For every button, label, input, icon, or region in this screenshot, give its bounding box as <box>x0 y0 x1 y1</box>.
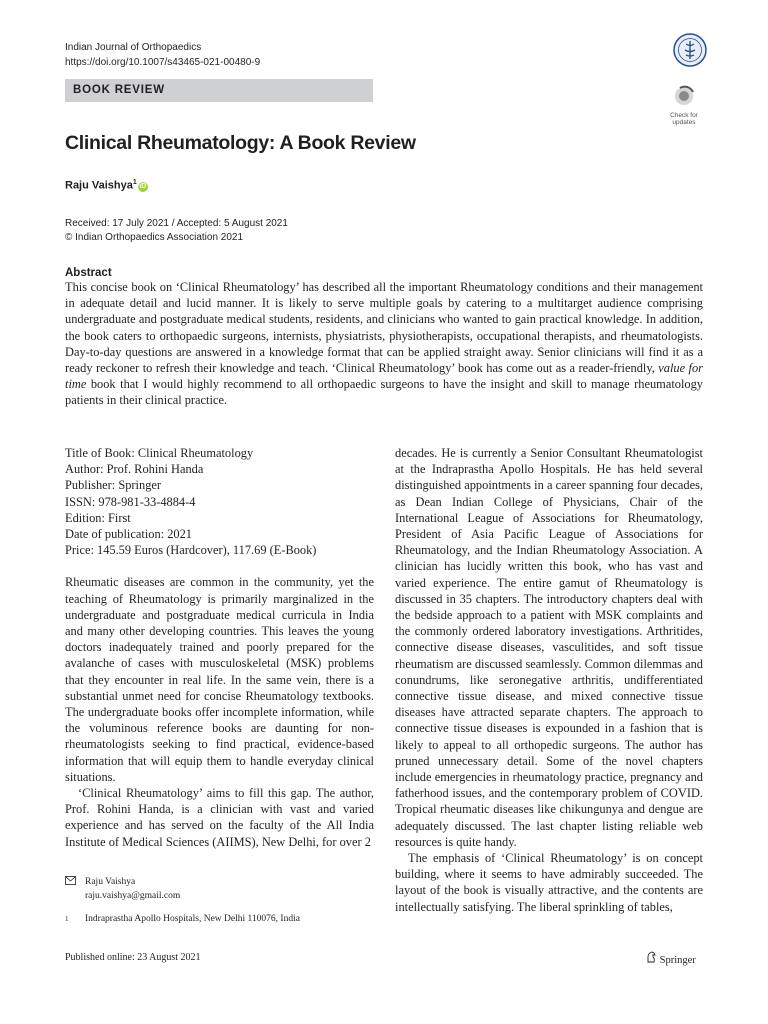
section-label: BOOK REVIEW <box>73 84 165 96</box>
orcid-icon[interactable]: iD <box>139 182 147 190</box>
book-date: Date of publication: 2021 <box>65 527 192 542</box>
footnotes <box>65 876 374 926</box>
envelope-icon <box>65 876 85 890</box>
doi-link[interactable]: https://doi.org/10.1007/s43465-021-00480-9 <box>65 57 261 68</box>
springer-horse-icon <box>646 955 660 966</box>
email-row <box>65 890 374 903</box>
author-affiliation-mark: 1 <box>132 179 137 186</box>
abstract-text <box>65 279 703 409</box>
copyright: © Indian Orthopaedics Association 2021 <box>65 231 244 243</box>
journal-logo-icon <box>673 33 707 67</box>
published-date: Published online: 23 August 2021 <box>65 952 201 963</box>
book-info <box>65 445 374 558</box>
abstract-heading: Abstract <box>65 267 112 279</box>
article-title: Clinical Rheumatology: A Book Review <box>65 132 416 154</box>
affiliation-row <box>65 913 374 926</box>
corresponding-name: Raju Vaishya <box>85 877 136 887</box>
book-publisher: Publisher: Springer <box>65 478 162 493</box>
author-name[interactable]: Raju Vaishya <box>65 179 133 192</box>
book-author: Author: Prof. Rohini Handa <box>65 462 204 477</box>
publisher-name: Springer <box>659 955 696 966</box>
check-updates-icon <box>665 85 703 107</box>
abstract-emphasis: value for time <box>65 361 704 392</box>
author-line <box>65 179 148 192</box>
book-title: Title of Book: Clinical Rheumatology <box>65 446 254 460</box>
corresponding-email[interactable]: raju.vaishya@gmail.com <box>85 891 181 901</box>
body-paragraph-3: decades. He is currently a Senior Consultant Rheumatologist at the Indraprastha Apollo Hospitals. He has held several distinguished appointments in a career spanning four decades, as Dean Indian College of Physicians, Chair of the International League of Associations for Rheumatology, President of Asia Pacific League of Associations for Rheumatology, and the Indian Rheumatology Association. A clinician has lucidly written this book, who has vast and varied experience. The entire gamut of Rheumatology is discussed in 35 chapters. The introductory chapters deal with the bedside approach to a patient with MSK complaints and the commonly ordered laboratory investigations. Arthritides, connective disease diseases, vasculitides, and soft tissue rheumatism are discussed seamlessly. Common dilemmas and conundrums, like seronegative arthritis, undifferentiated connective tissue disease, and mixed connective tissue diseases have attracted separate chapters. The approach to connective tissue diseases is expounded in a fashion that is likely to appeal to all orthopedic surgeons. The author has pruned unnecessary detail. Some of the novel chapters include emergencies in rheumatology practice, pregnancy and fatherhood issues, and the contemporary problem of COVID. Tropical rheumatic diseases like chikungunya and dengue are adequately discussed. The last chapter listing reliable web resources is quite handy. <box>395 446 703 849</box>
section-banner <box>65 79 373 102</box>
check-updates-line1: Check for <box>670 112 698 119</box>
right-column <box>395 445 703 915</box>
journal-header <box>65 40 260 70</box>
left-column <box>65 445 374 850</box>
check-updates-line2: updates <box>672 119 696 126</box>
article-dates <box>65 217 288 244</box>
book-edition: Edition: First <box>65 510 131 525</box>
abstract-part-b: book that I would highly recommend to all orthopaedic surgeons to have the insight and skill to manage rheumatology patients in their clinical practice. <box>65 377 703 408</box>
received-accepted: Received: 17 July 2021 / Accepted: 5 August 2021 <box>65 218 288 229</box>
corresponding-author <box>65 876 374 890</box>
affiliation-number: 1 <box>65 915 69 923</box>
publisher-mark <box>646 951 696 966</box>
body-paragraph-2: ‘Clinical Rheumatology’ aims to fill this gap. The author, Prof. Rohini Handa, is a clinician with vast and varied experience and has served on the faculty of the All India Institute of Medical Sciences (AIIMS), New Delhi, for over 2 <box>65 786 374 849</box>
abstract-part-a: This concise book on ‘Clinical Rheumatology’ has described all the important Rheumatology conditions and their management in adequate detail and lucid manner. It is likely to serve multiple goals by catering to a multitarget audience comprising undergraduate and postgraduate medical students, residents, and clinicians who wanted to gain practical knowledge. In addition, the book caters to orthopaedic surgeons, internists, physiatrists, physiotherapists, occupational therapists, and rheumatologists. Day-to-day questions are answered in a knowledge format that can be applied straight away. Senior clinicians will find it as a ready reckoner to refresh their knowledge and teach. ‘Clinical Rheumatology’ book has come out as a reader-friendly, <box>65 280 703 376</box>
book-price: Price: 145.59 Euros (Hardcover), 117.69 (E-Book) <box>65 543 317 558</box>
affiliation-text: Indraprastha Apollo Hospitals, New Delhi 110076, India <box>85 914 300 924</box>
body-paragraph-1: Rheumatic diseases are common in the community, yet the teaching of Rheumatology is primarily marginalized in the undergraduate and postgraduate medical curricula in India and many other developing countries. This leaves the young doctors inadequately trained and poorly prepared for the avalanche of cases with musculoskeletal (MSK) problems that they encounter in real life. In the same vein, there is a substantial unmet need for concise Rheumatology textbooks. The undergraduate books offer incomplete information, while the voluminous reference books are daunting for non-rheumatologists seeking to find practical, evidence-based information that will equip them to handle everyday clinical situations. <box>65 575 374 784</box>
check-for-updates-button[interactable] <box>665 85 703 126</box>
body-paragraph-4: The emphasis of ‘Clinical Rheumatology’ is on concept building, where it seems to have admirably succeeded. The layout of the book is visually attractive, and the contents are intellectually satisfying. The liberal sprinkling of tables, <box>395 851 703 914</box>
book-issn: ISSN: 978-981-33-4884-4 <box>65 494 196 509</box>
journal-name: Indian Journal of Orthopaedics <box>65 42 202 53</box>
